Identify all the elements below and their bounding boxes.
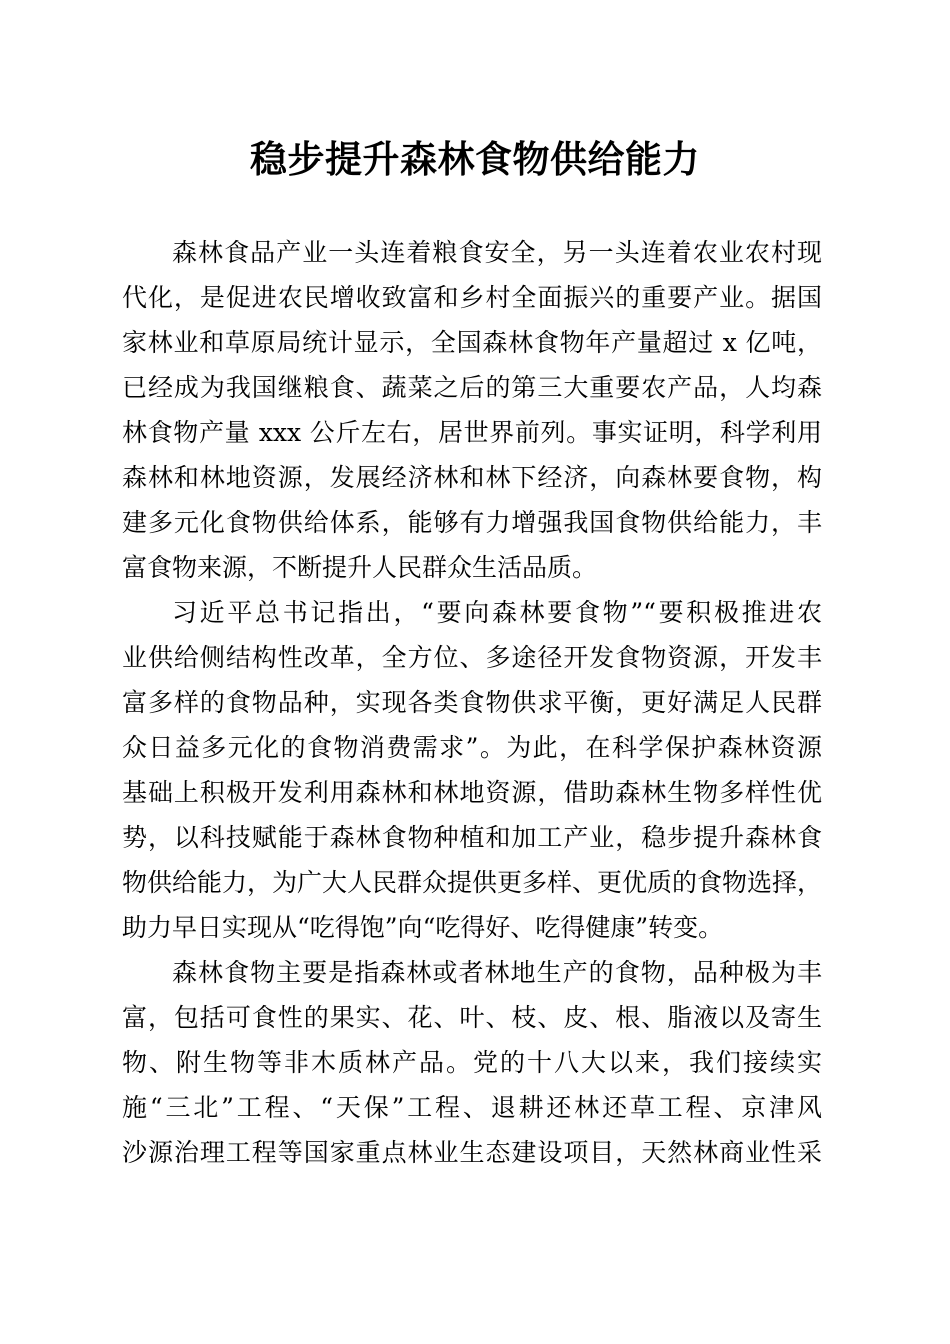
- paragraph-line: 林食物产量 xxx 公斤左右，居世界前列。事实证明，科学利用: [122, 418, 822, 447]
- paragraph-line: 众日益多元化的食物消费需求”。为此，在科学保护森林资源: [122, 733, 822, 762]
- paragraph-line: 富食物来源，不断提升人民群众生活品质。: [122, 553, 598, 582]
- paragraph-line: 施“三北”工程、“天保”工程、退耕还林还草工程、京津风: [122, 1093, 822, 1122]
- paragraph-line: 富，包括可食性的果实、花、叶、枝、皮、根、脂液以及寄生: [122, 1003, 822, 1032]
- document-title: 稳步提升森林食物供给能力: [250, 138, 700, 181]
- paragraph-line: 助力早日实现从“吃得饱”向“吃得好、吃得健康”转变。: [122, 913, 724, 942]
- paragraph-2: [122, 590, 822, 950]
- paragraph-line: 已经成为我国继粮食、蔬菜之后的第三大重要农产品，人均森: [122, 373, 822, 402]
- document-body: [122, 230, 822, 1175]
- paragraph-line: 建多元化食物供给体系，能够有力增强我国食物供给能力，丰: [122, 508, 822, 537]
- paragraph-line: 基础上积极开发利用森林和林地资源，借助森林生物多样性优: [122, 778, 822, 807]
- paragraph-line: 物、附生物等非木质林产品。党的十八大以来，我们接续实: [122, 1048, 822, 1077]
- paragraph-line: 森林和林地资源，发展经济林和林下经济，向森林要食物，构: [122, 463, 822, 492]
- paragraph-line: 森林食品产业一头连着粮食安全，另一头连着农业农村现: [172, 238, 822, 267]
- paragraph-line: 物供给能力，为广大人民群众提供更多样、更优质的食物选择，: [122, 868, 823, 897]
- paragraph-line: 富多样的食物品种，实现各类食物供求平衡，更好满足人民群: [122, 688, 822, 717]
- paragraph-line: 势，以科技赋能于森林食物种植和加工产业，稳步提升森林食: [122, 823, 822, 852]
- paragraph-line: 沙源治理工程等国家重点林业生态建设项目，天然林商业性采: [122, 1138, 822, 1167]
- paragraph-line: 森林食物主要是指森林或者林地生产的食物，品种极为丰: [172, 958, 822, 987]
- paragraph-line: 代化，是促进农民增收致富和乡村全面振兴的重要产业。据国: [122, 283, 822, 312]
- paragraph-line: 业供给侧结构性改革，全方位、多途径开发食物资源，开发丰: [122, 643, 822, 672]
- paragraph-3: [122, 950, 822, 1175]
- paragraph-line: 家林业和草原局统计显示，全国森林食物年产量超过 x 亿吨，: [122, 328, 822, 357]
- paragraph-1: [122, 230, 822, 590]
- paragraph-line: 习近平总书记指出，“要向森林要食物”“要积极推进农: [172, 598, 822, 627]
